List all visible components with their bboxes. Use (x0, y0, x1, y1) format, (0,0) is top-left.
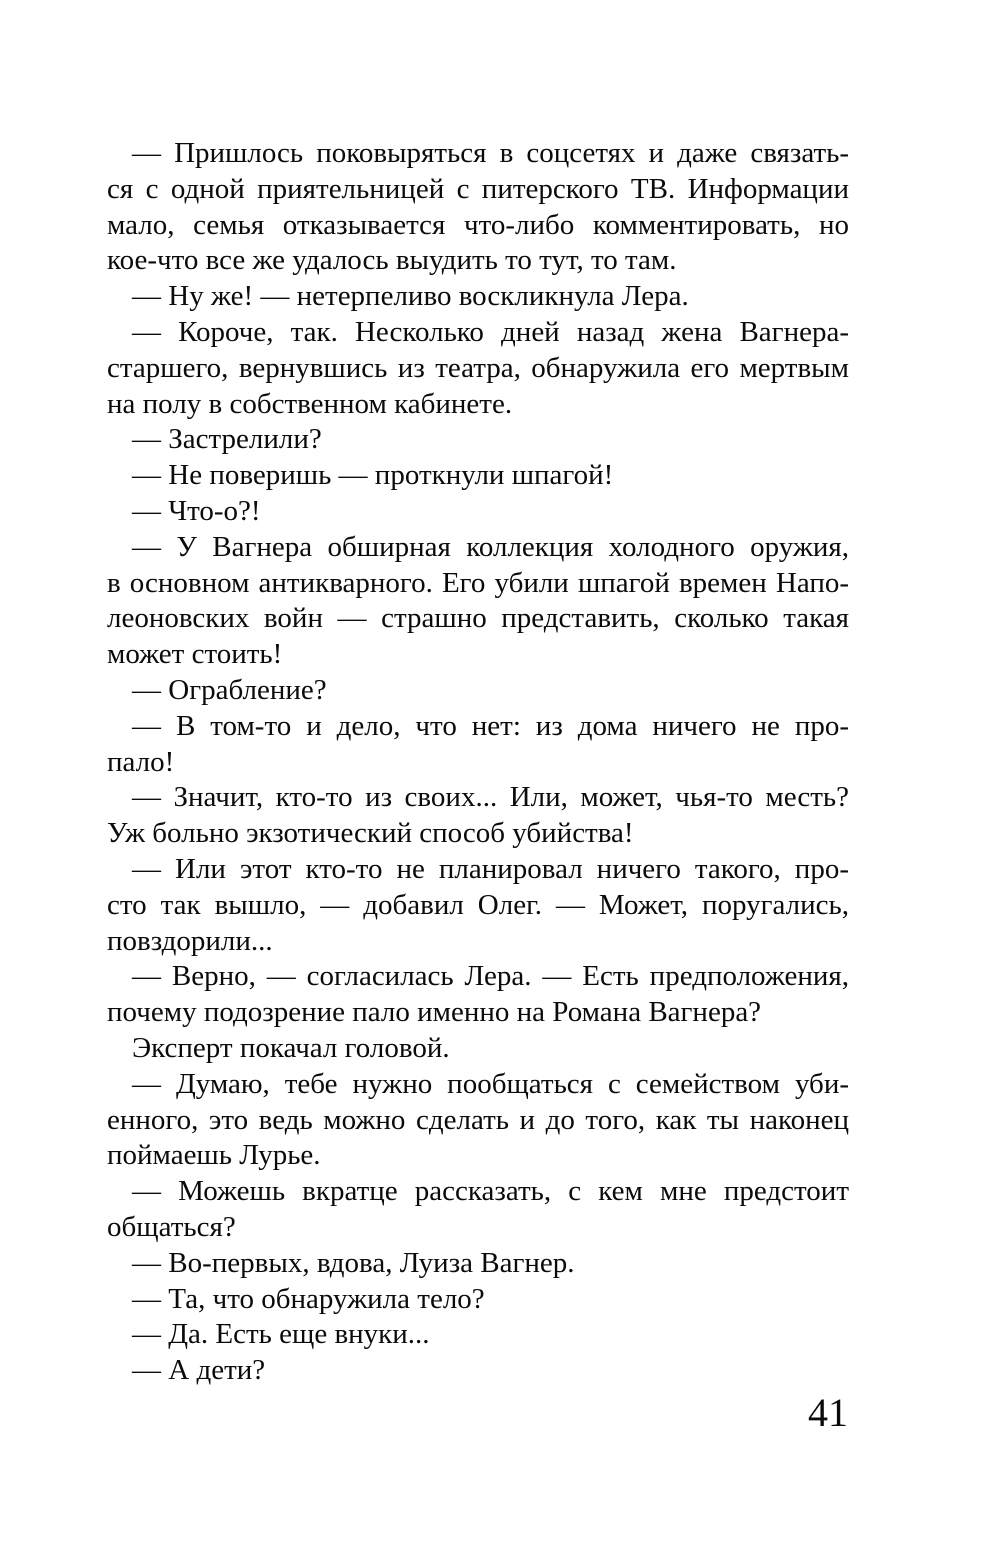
text-line: — Значит, кто-то из своих... Или, может, чья-то месть? (132, 781, 849, 814)
text-line: на полу в собственном кабинете. (107, 387, 513, 420)
text-line: пало! (107, 745, 175, 778)
page-number: 41 (808, 1390, 848, 1435)
text-line: — В том-то и дело, что нет: из дома ничего не про- (132, 709, 849, 742)
text-line: в основном антикварного. Его убили шпагой времен Напо- (107, 566, 849, 599)
text-line: старшего, вернувшись из театра, обнаружила его мертвым (107, 351, 849, 384)
text-line: — Думаю, тебе нужно пообщаться с семейством уби- (132, 1067, 849, 1100)
text-line: общаться? (107, 1210, 236, 1243)
text-line: — Ограбление? (132, 673, 327, 706)
text-line: — Ну же! — нетерпеливо воскликнула Лера. (132, 280, 689, 313)
text-line: — Что-о?! (132, 494, 261, 527)
text-line: — Короче, так. Несколько дней назад жена Вагнера- (132, 315, 849, 348)
text-line: мало, семья отказывается что-либо комментировать, но (107, 208, 849, 241)
text-line: — Можешь вкратце рассказать, с кем мне предстоит (132, 1175, 849, 1208)
text-line: — Не поверишь — проткнули шпагой! (132, 459, 614, 492)
text-line: может стоить! (107, 638, 283, 671)
text-line: ся с одной приятельницей с питерского ТВ. Информации (107, 172, 849, 205)
text-line: — Та, что обнаружила тело? (132, 1282, 485, 1315)
text-line: Эксперт покачал головой. (132, 1031, 450, 1064)
text-line: — Да. Есть еще внуки... (132, 1318, 430, 1351)
text-line: леоновских войн — страшно представить, сколько такая (107, 602, 849, 635)
text-line: — Во-первых, вдова, Луиза Вагнер. (132, 1246, 575, 1279)
text-line: почему подозрение пало именно на Романа Вагнера? (107, 996, 762, 1029)
page-text (107, 136, 849, 1389)
text-line: Уж больно экзотический способ убийства! (107, 817, 634, 850)
text-line: кое-что все же удалось выудить то тут, то там. (107, 244, 677, 277)
text-line: — У Вагнера обширная коллекция холодного оружия, (132, 530, 849, 563)
text-line: — Застрелили? (132, 423, 322, 456)
text-line: повздорили... (107, 924, 273, 957)
text-line: — Пришлось поковыряться в соцсетях и даже связать- (132, 137, 849, 169)
text-line: сто так вышло, — добавил Олег. — Может, поругались, (107, 888, 849, 921)
text-line: — Верно, — согласилась Лера. — Есть предположения, (132, 960, 849, 993)
text-line: поймаешь Лурье. (107, 1139, 321, 1172)
text-line: енного, это ведь можно сделать и до того, как ты наконец (107, 1103, 849, 1136)
text-line: — Или этот кто-то не планировал ничего такого, про- (132, 852, 849, 885)
text-line: — А дети? (132, 1354, 266, 1387)
